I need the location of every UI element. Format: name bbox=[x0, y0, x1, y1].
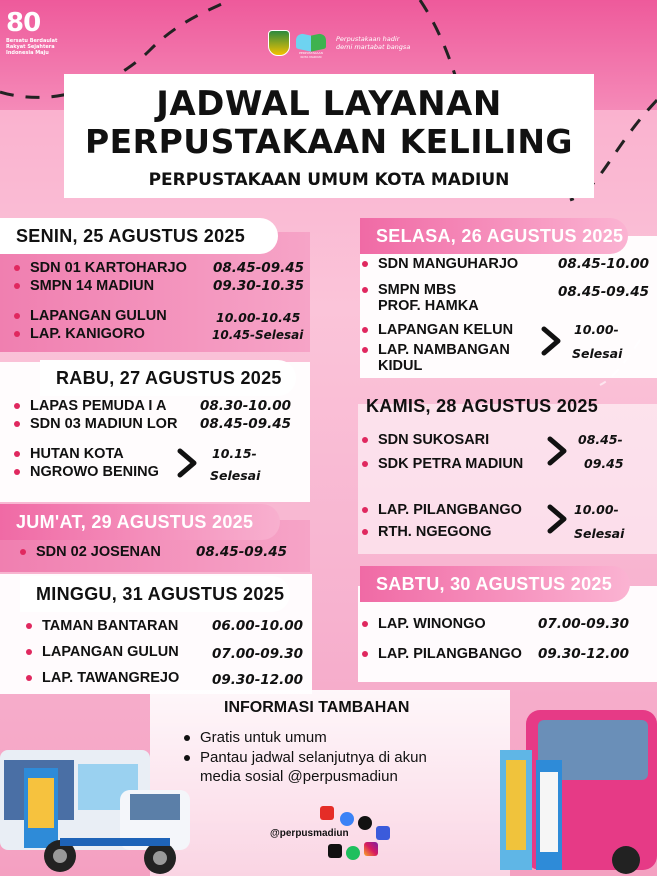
library-logo-label: PERPUSTAKAAN KOTA MADIUN bbox=[299, 51, 323, 59]
schedule-time: 08.45-09.45 bbox=[558, 284, 650, 300]
social-handle: @perpusmadiun bbox=[270, 828, 349, 839]
minggu-header: MINGGU, 31 AGUSTUS 2025 bbox=[20, 576, 290, 612]
list-item: SMPN MBS PROF. HAMKA bbox=[362, 282, 502, 314]
chevron-right-icon bbox=[546, 436, 568, 466]
anniversary-number: 80 bbox=[6, 8, 41, 38]
header-logos bbox=[268, 30, 411, 59]
chevron-right-icon bbox=[176, 448, 198, 478]
schedule-time: 07.00-09.30 bbox=[538, 616, 630, 632]
facebook-messenger-icon bbox=[340, 812, 354, 826]
facebook-icon bbox=[376, 826, 390, 840]
sabtu-header: SABTU, 30 AGUSTUS 2025 bbox=[360, 566, 630, 602]
schedule-time: 08.45-10.00 bbox=[558, 256, 650, 272]
tiktok-icon bbox=[328, 844, 342, 858]
list-item: SDK PETRA MADIUN bbox=[362, 456, 523, 472]
whatsapp-icon bbox=[346, 846, 360, 860]
list-item: LAP. KANIGORO bbox=[14, 326, 145, 342]
list-item: HUTAN KOTA bbox=[14, 446, 124, 462]
list-item: LAP. PILANGBANGO bbox=[362, 646, 522, 662]
schedule-time: 10.00- bbox=[574, 502, 619, 517]
info-item: Gratis untuk umum bbox=[184, 728, 327, 747]
list-item: LAP. PILANGBANGO bbox=[362, 502, 522, 518]
x-icon bbox=[358, 816, 372, 830]
schedule-time: 09.30-12.00 bbox=[538, 646, 630, 662]
schedule-time: 10.45-Selesai bbox=[212, 328, 304, 342]
list-item: SDN 03 MADIUN LOR bbox=[14, 416, 177, 432]
page-subtitle: PERPUSTAKAAN UMUM KOTA MADIUN bbox=[148, 170, 510, 190]
kamis-header: KAMIS, 28 AGUSTUS 2025 bbox=[366, 395, 599, 416]
list-item: SDN 02 JOSENAN bbox=[20, 544, 161, 560]
schedule-time: 06.00-10.00 bbox=[212, 618, 304, 634]
library-logo-icon bbox=[296, 30, 326, 59]
city-emblem-icon bbox=[268, 30, 290, 56]
schedule-time: 10.15- bbox=[212, 446, 257, 461]
selasa-header: SELASA, 26 AGUSTUS 2025 bbox=[360, 218, 628, 254]
anniversary-tagline: Bersatu Berdaulat Rakyat Sejahtera Indonesia Maju bbox=[6, 38, 58, 56]
schedule-time: 08.45-09.45 bbox=[196, 544, 288, 560]
chevron-right-icon bbox=[540, 326, 562, 356]
schedule-time: 08.45-09.45 bbox=[200, 416, 292, 432]
list-item: SDN MANGUHARJO bbox=[362, 256, 518, 272]
library-motto: Perpustakaan hadir demi martabat bangsa bbox=[336, 35, 411, 51]
schedule-time: 08.30-10.00 bbox=[200, 398, 292, 414]
instagram-icon bbox=[364, 842, 378, 856]
jumat-header: JUM'AT, 29 AGUSTUS 2025 bbox=[0, 504, 280, 540]
schedule-time: Selesai bbox=[572, 346, 623, 361]
list-item: LAPANGAN GULUN bbox=[14, 308, 167, 324]
schedule-time: 09.30-12.00 bbox=[212, 672, 304, 688]
schedule-time: 08.45-09.45 bbox=[213, 260, 305, 276]
list-item: RTH. NGEGONG bbox=[362, 524, 492, 540]
list-item: SMPN 14 MADIUN bbox=[14, 278, 154, 294]
schedule-time: 10.00- bbox=[574, 322, 619, 337]
senin-header: SENIN, 25 AGUSTUS 2025 bbox=[0, 218, 278, 254]
schedule-time: Selesai bbox=[574, 526, 625, 541]
info-item: Pantau jadwal selanjutnya di akun bbox=[184, 748, 427, 767]
youtube-icon bbox=[320, 806, 334, 820]
list-item: LAP. TAWANGREJO bbox=[26, 670, 179, 686]
list-item: SDN 01 KARTOHARJO bbox=[14, 260, 187, 276]
schedule-time: Selesai bbox=[210, 468, 261, 483]
mobile-library-van-image bbox=[0, 720, 196, 876]
info-item-cont: media sosial @perpusmadiun bbox=[200, 768, 398, 785]
list-item: LAPAS PEMUDA I A bbox=[14, 398, 166, 414]
schedule-time: 07.00-09.30 bbox=[212, 646, 304, 662]
library-bus-image bbox=[496, 700, 657, 876]
schedule-time: 08.45- bbox=[578, 432, 623, 447]
schedule-time: 09.30-10.35 bbox=[213, 278, 305, 294]
list-item: NGROWO BENING bbox=[14, 464, 159, 480]
anniversary-logo bbox=[6, 8, 66, 56]
page-title-line2: PERPUSTAKAAN KELILING bbox=[84, 122, 574, 161]
list-item: TAMAN BANTARAN bbox=[26, 618, 178, 634]
chevron-right-icon bbox=[546, 504, 568, 534]
list-item: LAPANGAN GULUN bbox=[26, 644, 179, 660]
page-title-line1: JADWAL LAYANAN bbox=[156, 84, 502, 124]
title-card bbox=[64, 74, 594, 198]
list-item: LAPANGAN KELUN bbox=[362, 322, 513, 338]
schedule-time: 10.00-10.45 bbox=[216, 310, 301, 325]
list-item: LAP. NAMBANGAN KIDUL bbox=[362, 342, 522, 374]
list-item: LAP. WINONGO bbox=[362, 616, 486, 632]
rabu-header: RABU, 27 AGUSTUS 2025 bbox=[40, 360, 296, 396]
info-title: INFORMASI TAMBAHAN bbox=[224, 699, 410, 716]
list-item: SDN SUKOSARI bbox=[362, 432, 489, 448]
schedule-time: 09.45 bbox=[584, 456, 624, 471]
